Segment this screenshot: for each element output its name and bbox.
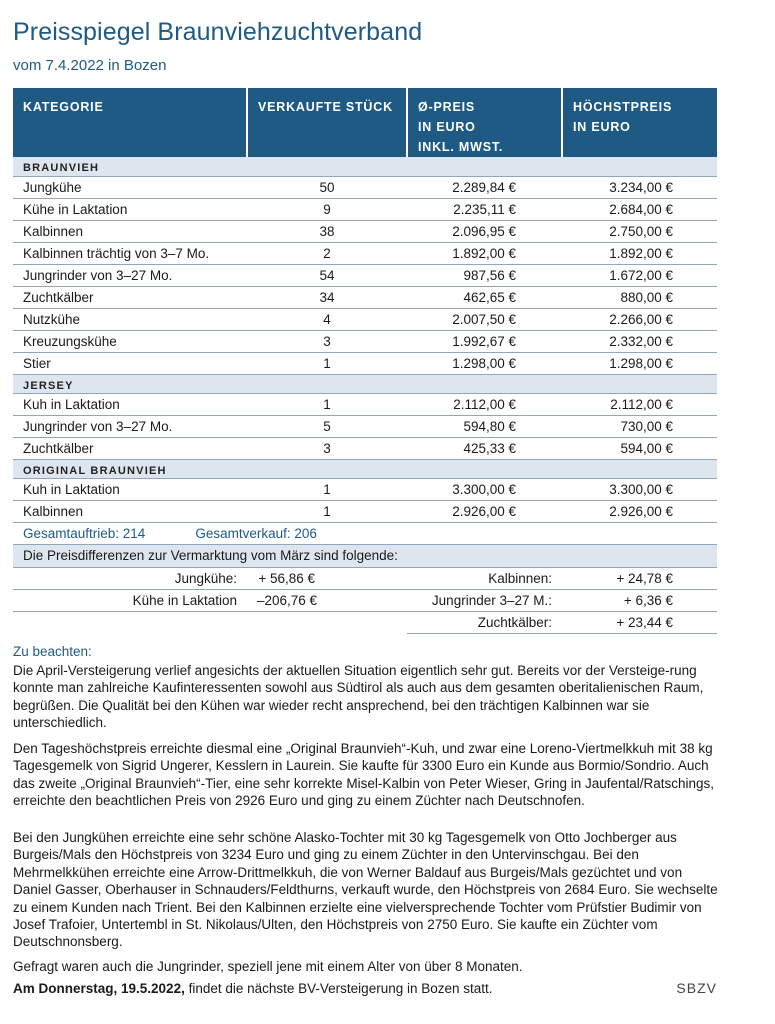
table-row: Kreuzungskühe 3 1.992,67 € 2.332,00 € bbox=[13, 330, 717, 352]
table-row: Jungkühe 50 2.289,84 € 3.234,00 € bbox=[13, 176, 717, 198]
source-credit: SBZV bbox=[676, 980, 717, 996]
difference-row: Kühe in Laktation –206,76 € Jungrinder 3–27 M.: + 6,36 € bbox=[13, 589, 717, 611]
table-row: Nutzkühe 4 2.007,50 € 2.266,00 € bbox=[13, 308, 717, 330]
differences-note-row: Die Preisdifferenzen zur Vermarktung vom März sind folgende: bbox=[13, 544, 717, 567]
footer-date: Am Donnerstag, 19.5.2022, bbox=[13, 981, 185, 996]
section-jersey: JERSEY bbox=[13, 374, 717, 393]
footer-rest: findet die nächste BV-Versteigerung in Bozen statt. bbox=[184, 981, 493, 996]
table-row: Kalbinnen 1 2.926,00 € 2.926,00 € bbox=[13, 500, 717, 522]
gesamtauftrieb: Gesamtauftrieb: 214 bbox=[23, 525, 146, 541]
section-original-braunvieh: ORIGINAL BRAUNVIEH bbox=[13, 459, 717, 478]
table-body bbox=[13, 157, 717, 633]
page-subtitle: vom 7.4.2022 in Bozen bbox=[13, 57, 167, 74]
header-hoechstpreis: HÖCHSTPREIS IN EURO bbox=[562, 88, 717, 157]
table-row: Kuh in Laktation 1 2.112,00 € 2.112,00 € bbox=[13, 393, 717, 415]
table-header-row bbox=[13, 88, 717, 157]
table-row: Kalbinnen 38 2.096,95 € 2.750,00 € bbox=[13, 220, 717, 242]
notes-heading: Zu beachten: bbox=[13, 644, 92, 659]
table-row: Zuchtkälber 3 425,33 € 594,00 € bbox=[13, 437, 717, 459]
notes-paragraph: Gefragt waren auch die Jungrinder, speziell jene mit einem Alter von über 8 Monaten. bbox=[13, 959, 523, 974]
table-row: Jungrinder von 3–27 Mo. 5 594,80 € 730,00 € bbox=[13, 415, 717, 437]
totals-row bbox=[13, 522, 717, 544]
footer-text bbox=[13, 981, 493, 996]
notes-paragraph: Die April-Versteigerung verlief angesichts der aktuellen Situation eigentlich sehr gut. Bereits vor der Versteige-rung konnte man zahlreiche Kaufinteressenten sowohl aus Südtirol als auch aus dem gesamten oberitalienischen Raum, begrüßen. Die Qualität bei den Kühen war wieder recht ansprechend, bei den trächtigen Kalbinnen war sie unterschiedlich. bbox=[13, 663, 704, 731]
header-durchschnittspreis: Ø-PREIS IN EURO INKL. MWST. bbox=[407, 88, 562, 157]
gesamtverkauf: Gesamtverkauf: 206 bbox=[195, 525, 317, 541]
table-row: Stier 1 1.298,00 € 1.298,00 € bbox=[13, 352, 717, 374]
table-row: Kalbinnen trächtig von 3–7 Mo. 2 1.892,00 € 1.892,00 € bbox=[13, 242, 717, 264]
header-kategorie: KATEGORIE bbox=[13, 88, 247, 157]
table-row: Kuh in Laktation 1 3.300,00 € 3.300,00 € bbox=[13, 478, 717, 500]
difference-row: Jungkühe: + 56,86 € Kalbinnen: + 24,78 € bbox=[13, 567, 717, 589]
table-row: Zuchtkälber 34 462,65 € 880,00 € bbox=[13, 286, 717, 308]
table-row: Kühe in Laktation 9 2.235,11 € 2.684,00 € bbox=[13, 198, 717, 220]
header-verkaufte-stueck: VERKAUFTE STÜCK bbox=[247, 88, 407, 157]
difference-row: Zuchtkälber: + 23,44 € bbox=[13, 611, 717, 633]
price-table bbox=[13, 88, 717, 634]
table-row: Jungrinder von 3–27 Mo. 54 987,56 € 1.672,00 € bbox=[13, 264, 717, 286]
notes-paragraph: Den Tageshöchstpreis erreichte diesmal eine „Original Braunvieh“-Kuh, und zwar eine Loreno-Viertmelkkuh mit 38 kg Tagesgemelk von Sigrid Ungerer, Kesslern in Laurein. Sie kaufte für 3300 Euro ein Kunde aus Bormio/Sondrio. Auch das zweite „Original Braunvieh“-Tier, eine sehr korrekte Misel-Kalbin von Peter Wieser, Gring in Jaufental/Ratschings, erreichte den beachtlichen Preis von 2926 Euro und ging zu einem Züchter nach Deutschnofen. bbox=[13, 741, 715, 809]
page-title: Preisspiegel Braunviehzuchtverband bbox=[13, 18, 423, 46]
section-braunvieh: BRAUNVIEH bbox=[13, 157, 717, 176]
notes-paragraph: Bei den Jungkühen erreichte eine sehr schöne Alasko-Tochter mit 30 kg Tagesgemelk von Otto Jochberger aus Burgeis/Mals den Höchstpreis von 3234 Euro und ging zu einem Züchter in den Untervinschgau. Bei den Mehrmelkkühen erreichte eine Arrow-Drittmelkkuh, die von Werner Baldauf aus Burgeis/Mals gezüchtet und von Daniel Gasser, Oberhauser in Schnauders/Feldthurns, verkauft wurde, den Höchstpreis von 2684 Euro. Sie wechselte zu einem Kunden nach Trient. Bei den Kalbinnen erzielte eine vielversprechende Tochter vom Prüfstier Budimir von Josef Trafoier, Untertembl in St. Nikolaus/Ulten, den Höchstpreis von 2750 Euro. Sie kaufte ein Züchter vom Deutschnonsberg. bbox=[13, 830, 718, 950]
